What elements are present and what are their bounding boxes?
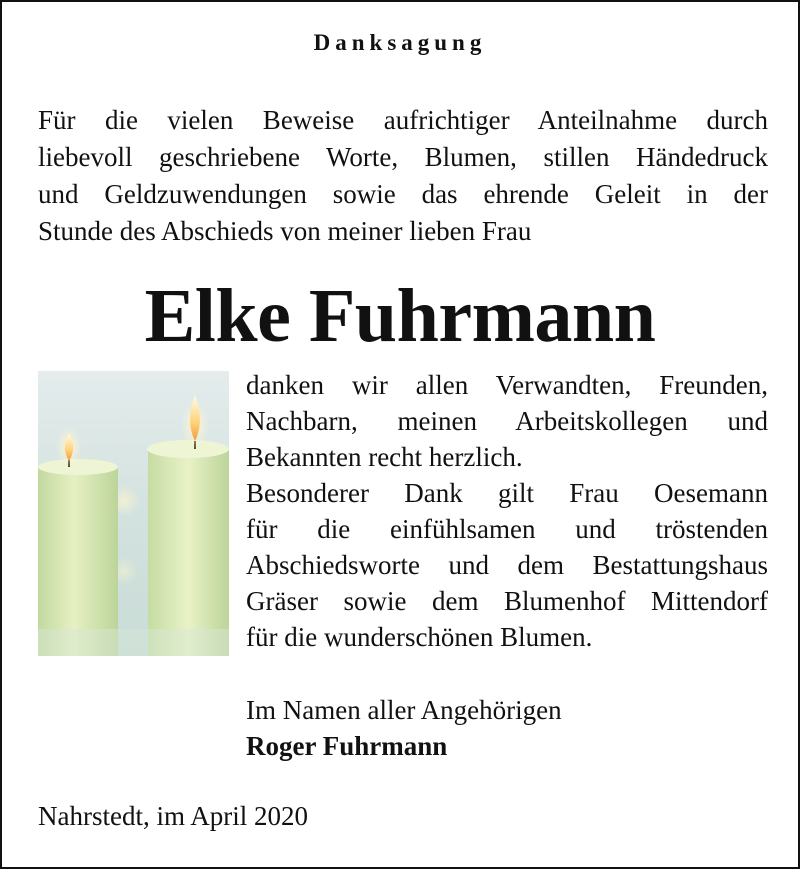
signature-intro: Im Namen aller Angehörigen bbox=[246, 695, 562, 725]
candles-photo bbox=[38, 371, 229, 656]
signature-block bbox=[246, 692, 562, 764]
body-line: danken wir allen Verwandten, Freunden, bbox=[246, 370, 768, 400]
intro-line: Für die vielen Beweise aufrichtiger Anteilnahme durch bbox=[38, 105, 768, 135]
place-date: Nahrstedt, im April 2020 bbox=[38, 801, 308, 831]
intro-line: Stunde des Abschieds von meiner lieben Frau bbox=[38, 216, 532, 246]
deceased-name: Elke Fuhrmann bbox=[144, 274, 656, 358]
body-line: Bekannten recht herzlich. bbox=[246, 442, 523, 472]
body-line: Abschiedsworte und dem Bestattungshaus bbox=[246, 550, 768, 580]
notice-heading: Danksagung bbox=[313, 30, 487, 55]
signatory-name: Roger Fuhrmann bbox=[246, 731, 448, 761]
body-line: Besonderer Dank gilt Frau Oesemann bbox=[246, 478, 768, 508]
intro-line: und Geldzuwendungen sowie das ehrende Geleit in der bbox=[38, 179, 768, 209]
body-line: Nachbarn, meinen Arbeitskollegen und bbox=[246, 406, 768, 436]
body-line: Gräser sowie dem Blumenhof Mittendorf bbox=[246, 586, 768, 616]
intro-line: liebevoll geschriebene Worte, Blumen, stillen Händedruck bbox=[38, 142, 768, 172]
body-line: für die wunderschönen Blumen. bbox=[246, 622, 593, 652]
intro-paragraph bbox=[38, 102, 768, 250]
candles-image bbox=[38, 371, 229, 656]
thanks-paragraph bbox=[246, 367, 768, 655]
body-line: für die einfühlsamen und tröstenden bbox=[246, 514, 768, 544]
